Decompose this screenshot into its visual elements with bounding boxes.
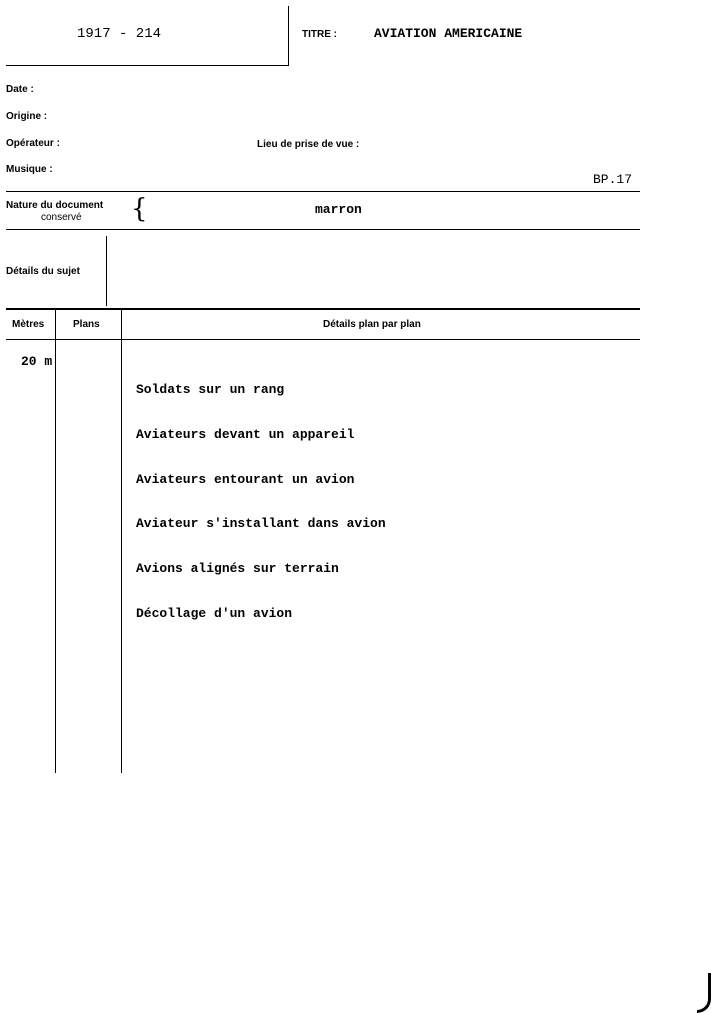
col-header-details: Détails plan par plan — [323, 319, 421, 330]
detail-line: Soldats sur un rang — [136, 382, 285, 397]
lieu-label: Lieu de prise de vue : — [257, 139, 360, 150]
origine-label: Origine : — [6, 111, 48, 122]
sujet-label: Détails du sujet — [6, 266, 80, 277]
divider-after-musique — [6, 191, 640, 192]
detail-line: Aviateur s'installant dans avion — [136, 516, 386, 532]
code-value: BP.17 — [593, 172, 633, 187]
table-header-line — [6, 339, 640, 340]
col-divider-1 — [55, 309, 56, 773]
details-list — [136, 353, 386, 637]
detail-line: Avions alignés sur terrain — [136, 561, 339, 577]
nature-value: marron — [315, 202, 362, 217]
detail-line: Aviateurs entourant un avion — [136, 471, 355, 487]
nature-brace: { — [131, 194, 148, 224]
titre-label: TITRE : — [302, 29, 337, 40]
nature-label-line1: Nature du document — [6, 200, 104, 211]
detail-line: Décollage d'un avion — [136, 605, 293, 621]
operateur-label: Opérateur : — [6, 138, 60, 149]
sujet-brace-line — [106, 236, 107, 306]
header-box-bottom — [6, 65, 289, 66]
titre-value: AVIATION AMERICAINE — [374, 26, 523, 41]
header-box-divider — [288, 6, 289, 66]
musique-label: Musique : — [6, 164, 53, 175]
divider-after-nature — [6, 229, 640, 230]
col-header-plans: Plans — [73, 319, 100, 330]
col-header-metres: Mètres — [12, 319, 45, 330]
detail-line: Aviateurs devant un appareil — [136, 426, 355, 442]
table-top-line — [6, 308, 640, 310]
nature-label-line2: conservé — [41, 212, 82, 223]
reference-number: 1917 - 214 — [77, 26, 162, 42]
page-corner-shadow — [697, 973, 711, 1013]
col-divider-2 — [121, 309, 122, 773]
metres-value: 20 m — [21, 354, 53, 369]
date-label: Date : — [6, 84, 34, 95]
